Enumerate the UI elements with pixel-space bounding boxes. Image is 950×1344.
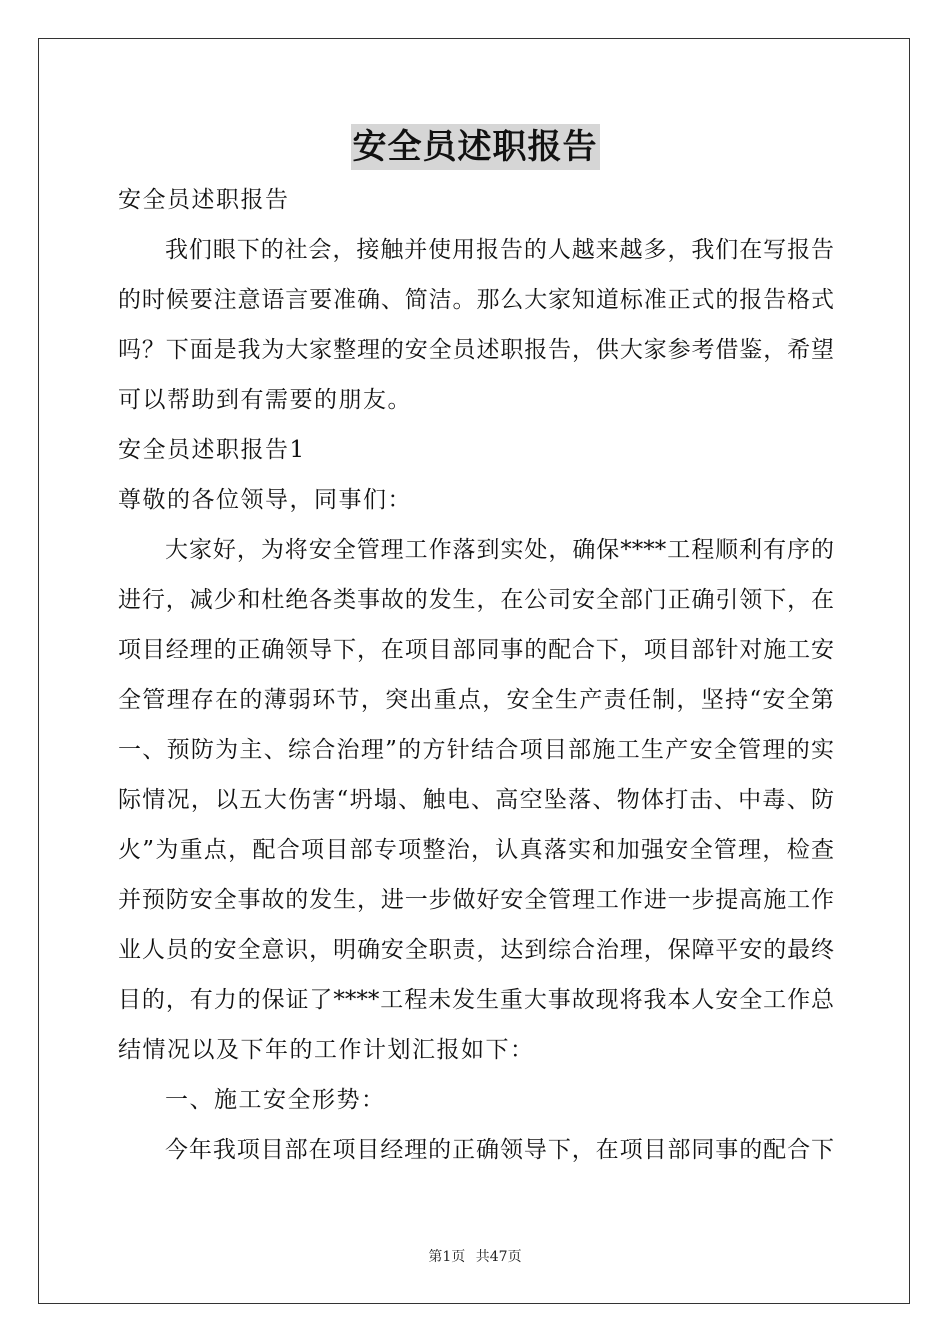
text-line: 结情况以及下年的工作计划汇报如下： xyxy=(118,1037,535,1063)
document-body xyxy=(118,175,834,1175)
text-line: 并预防安全事故的发生，进一步做好安全管理工作进一步提高施工作 xyxy=(118,887,834,913)
text-line: 项目经理的正确领导下，在项目部同事的配合下，项目部针对施工安 xyxy=(118,637,834,663)
text-line: 进行，减少和杜绝各类事故的发生，在公司安全部门正确引领下，在 xyxy=(118,587,834,613)
text-line: 际情况，以五大伤害“坍塌、触电、高空坠落、物体打击、中毒、防 xyxy=(118,787,834,813)
page-number: 第1页 xyxy=(428,1249,466,1265)
page-footer xyxy=(0,1248,950,1266)
document-title: 安全员述职报告 xyxy=(351,124,600,170)
salutation-line: 尊敬的各位领导，同事们： xyxy=(118,487,412,513)
subtitle-line: 安全员述职报告 xyxy=(118,187,290,213)
title-container xyxy=(0,124,950,170)
text-line: 可以帮助到有需要的朋友。 xyxy=(118,387,412,413)
section-heading: 安全员述职报告1 xyxy=(118,437,306,463)
text-line: 目的，有力的保证了****工程未发生重大事故现将我本人安全工作总 xyxy=(118,987,834,1013)
text-line: 业人员的安全意识，明确安全职责，达到综合治理，保障平安的最终 xyxy=(118,937,834,963)
text-line: 我们眼下的社会，接触并使用报告的人越来越多，我们在写报告 xyxy=(165,237,834,263)
text-line: 的时候要注意语言要准确、简洁。那么大家知道标准正式的报告格式 xyxy=(118,287,834,313)
text-line: 吗？下面是我为大家整理的安全员述职报告，供大家参考借鉴，希望 xyxy=(118,337,834,363)
text-line: 一、预防为主、综合治理”的方针结合项目部施工生产安全管理的实 xyxy=(118,737,834,763)
text-line: 今年我项目部在项目经理的正确领导下，在项目部同事的配合下 xyxy=(165,1137,834,1163)
text-line: 全管理存在的薄弱环节，突出重点，安全生产责任制，坚持“安全第 xyxy=(118,687,834,713)
page-total: 共47页 xyxy=(475,1249,522,1265)
text-line: 火”为重点，配合项目部专项整治，认真落实和加强安全管理，检查 xyxy=(118,837,834,863)
text-line: 大家好，为将安全管理工作落到实处，确保****工程顺利有序的 xyxy=(165,537,834,563)
section-heading: 一、施工安全形势： xyxy=(165,1087,386,1113)
